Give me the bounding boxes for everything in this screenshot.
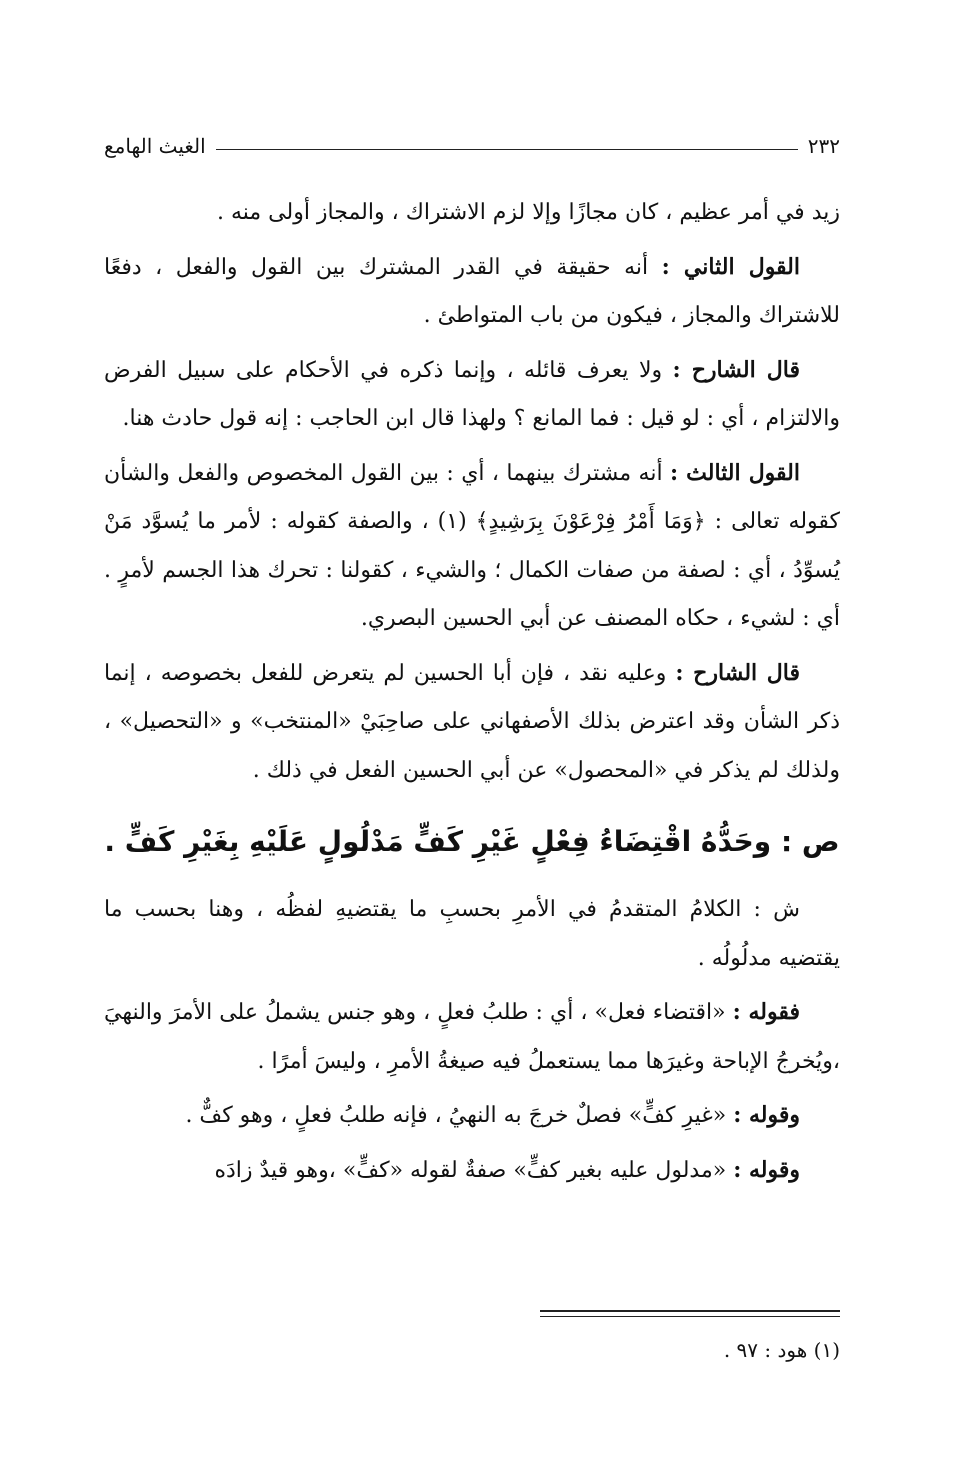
running-title: الغيث الهامع (104, 134, 206, 158)
header-rule (216, 149, 798, 150)
paragraph: قال الشارح : وعليه نقد ، فإن أبا الحسين لم يتعرض للفعل بخصوصه ، إنما ذكر الشأن وقد اعترض بذلك الأصفهاني على صاحِبَيْ «المنتخب» و «التحصيل» ، ولذلك لم يذكر في «المحصول» عن أبي الحسين الفعل في ذلك . (104, 659, 840, 783)
paragraph: القول الثاني : أنه حقيقة في القدر المشترك بين القول والفعل ، دفعًا للاشتراك والمجاز ، فيكون من باب المتواطئ . (104, 253, 840, 328)
page-body (104, 188, 840, 1200)
footnote: (١) هود : ٩٧ . (723, 1338, 840, 1362)
footnote-rule-thin (540, 1316, 840, 1317)
paragraph: زيد في أمر عظيم ، كان مجازًا وإلا لزم الاشتراك ، والمجاز أولى منه . (216, 200, 840, 225)
sharh-paragraph: فقوله : «اقتضاء فعل» ، أي : طلبُ فعلٍ ، وهو جنس يشملُ على الأمرَ والنهيَ ،ويُخرجُ الإباحة وغيرَها مما يستعملُ فيه صيغةُ الأمرِ ، وليسَ أمرًا . (104, 999, 840, 1074)
sharh-paragraph: وقوله : «مدلول عليه بغير كفٍّ» صفةٌ لقوله «كفٍّ» ،وهو قيدٌ زادَه (214, 1156, 800, 1183)
paragraph: القول الثالث : أنه مشترك بينهما ، أي : بين القول المخصوص والفعل والشأن كقوله تعالى : ﴿وَمَا أَمْرُ فِرْعَوْنَ بِرَشِيدٍ﴾ (١) ، والصفة كقوله : لأمر ما يُسوَّد مَنْ يُسوِّدُ ، أي : لصفة من صفات الكمال ؛ والشيء ، كقولنا : تحرك هذا الجسم لأمرٍ . أي : لشيء ، حكاه المصنف عن أبي الحسين البصري. (104, 459, 840, 631)
page-number: ٢٣٢ (807, 134, 840, 158)
running-header (104, 128, 840, 164)
sharh-paragraph: وقوله : «غيرِ كفٍّ» فصلٌ خرجَ به النهيُ ، فإنه طلبُ فعلٍ ، وهو كفٌّ . (185, 1102, 800, 1128)
paragraph: قال الشارح : ولا يعرف قائله ، وإنما ذكره في الأحكام على سبيل الفرض والالتزام ، أي : لو قيل : فما المانع ؟ ولهذا قال ابن الحاجب : إنه قول حادث هنا. (104, 356, 840, 431)
footnote-rule (540, 1310, 840, 1312)
matn-heading: ص : وحَدُّهُ اقْتِضَاءُ فِعْلٍ غَيْرِ كَفٍّ مَدْلُولٍ عَلَيْهِ بِغَيْرِ كَفٍّ . (104, 825, 840, 858)
sharh-paragraph: ش : الكلامُ المتقدمُ في الأمرِ بحسبِ ما يقتضيهِ لفظُه ، وهنا بحسب ما يقتضيه مدلُولُه . (104, 897, 840, 971)
